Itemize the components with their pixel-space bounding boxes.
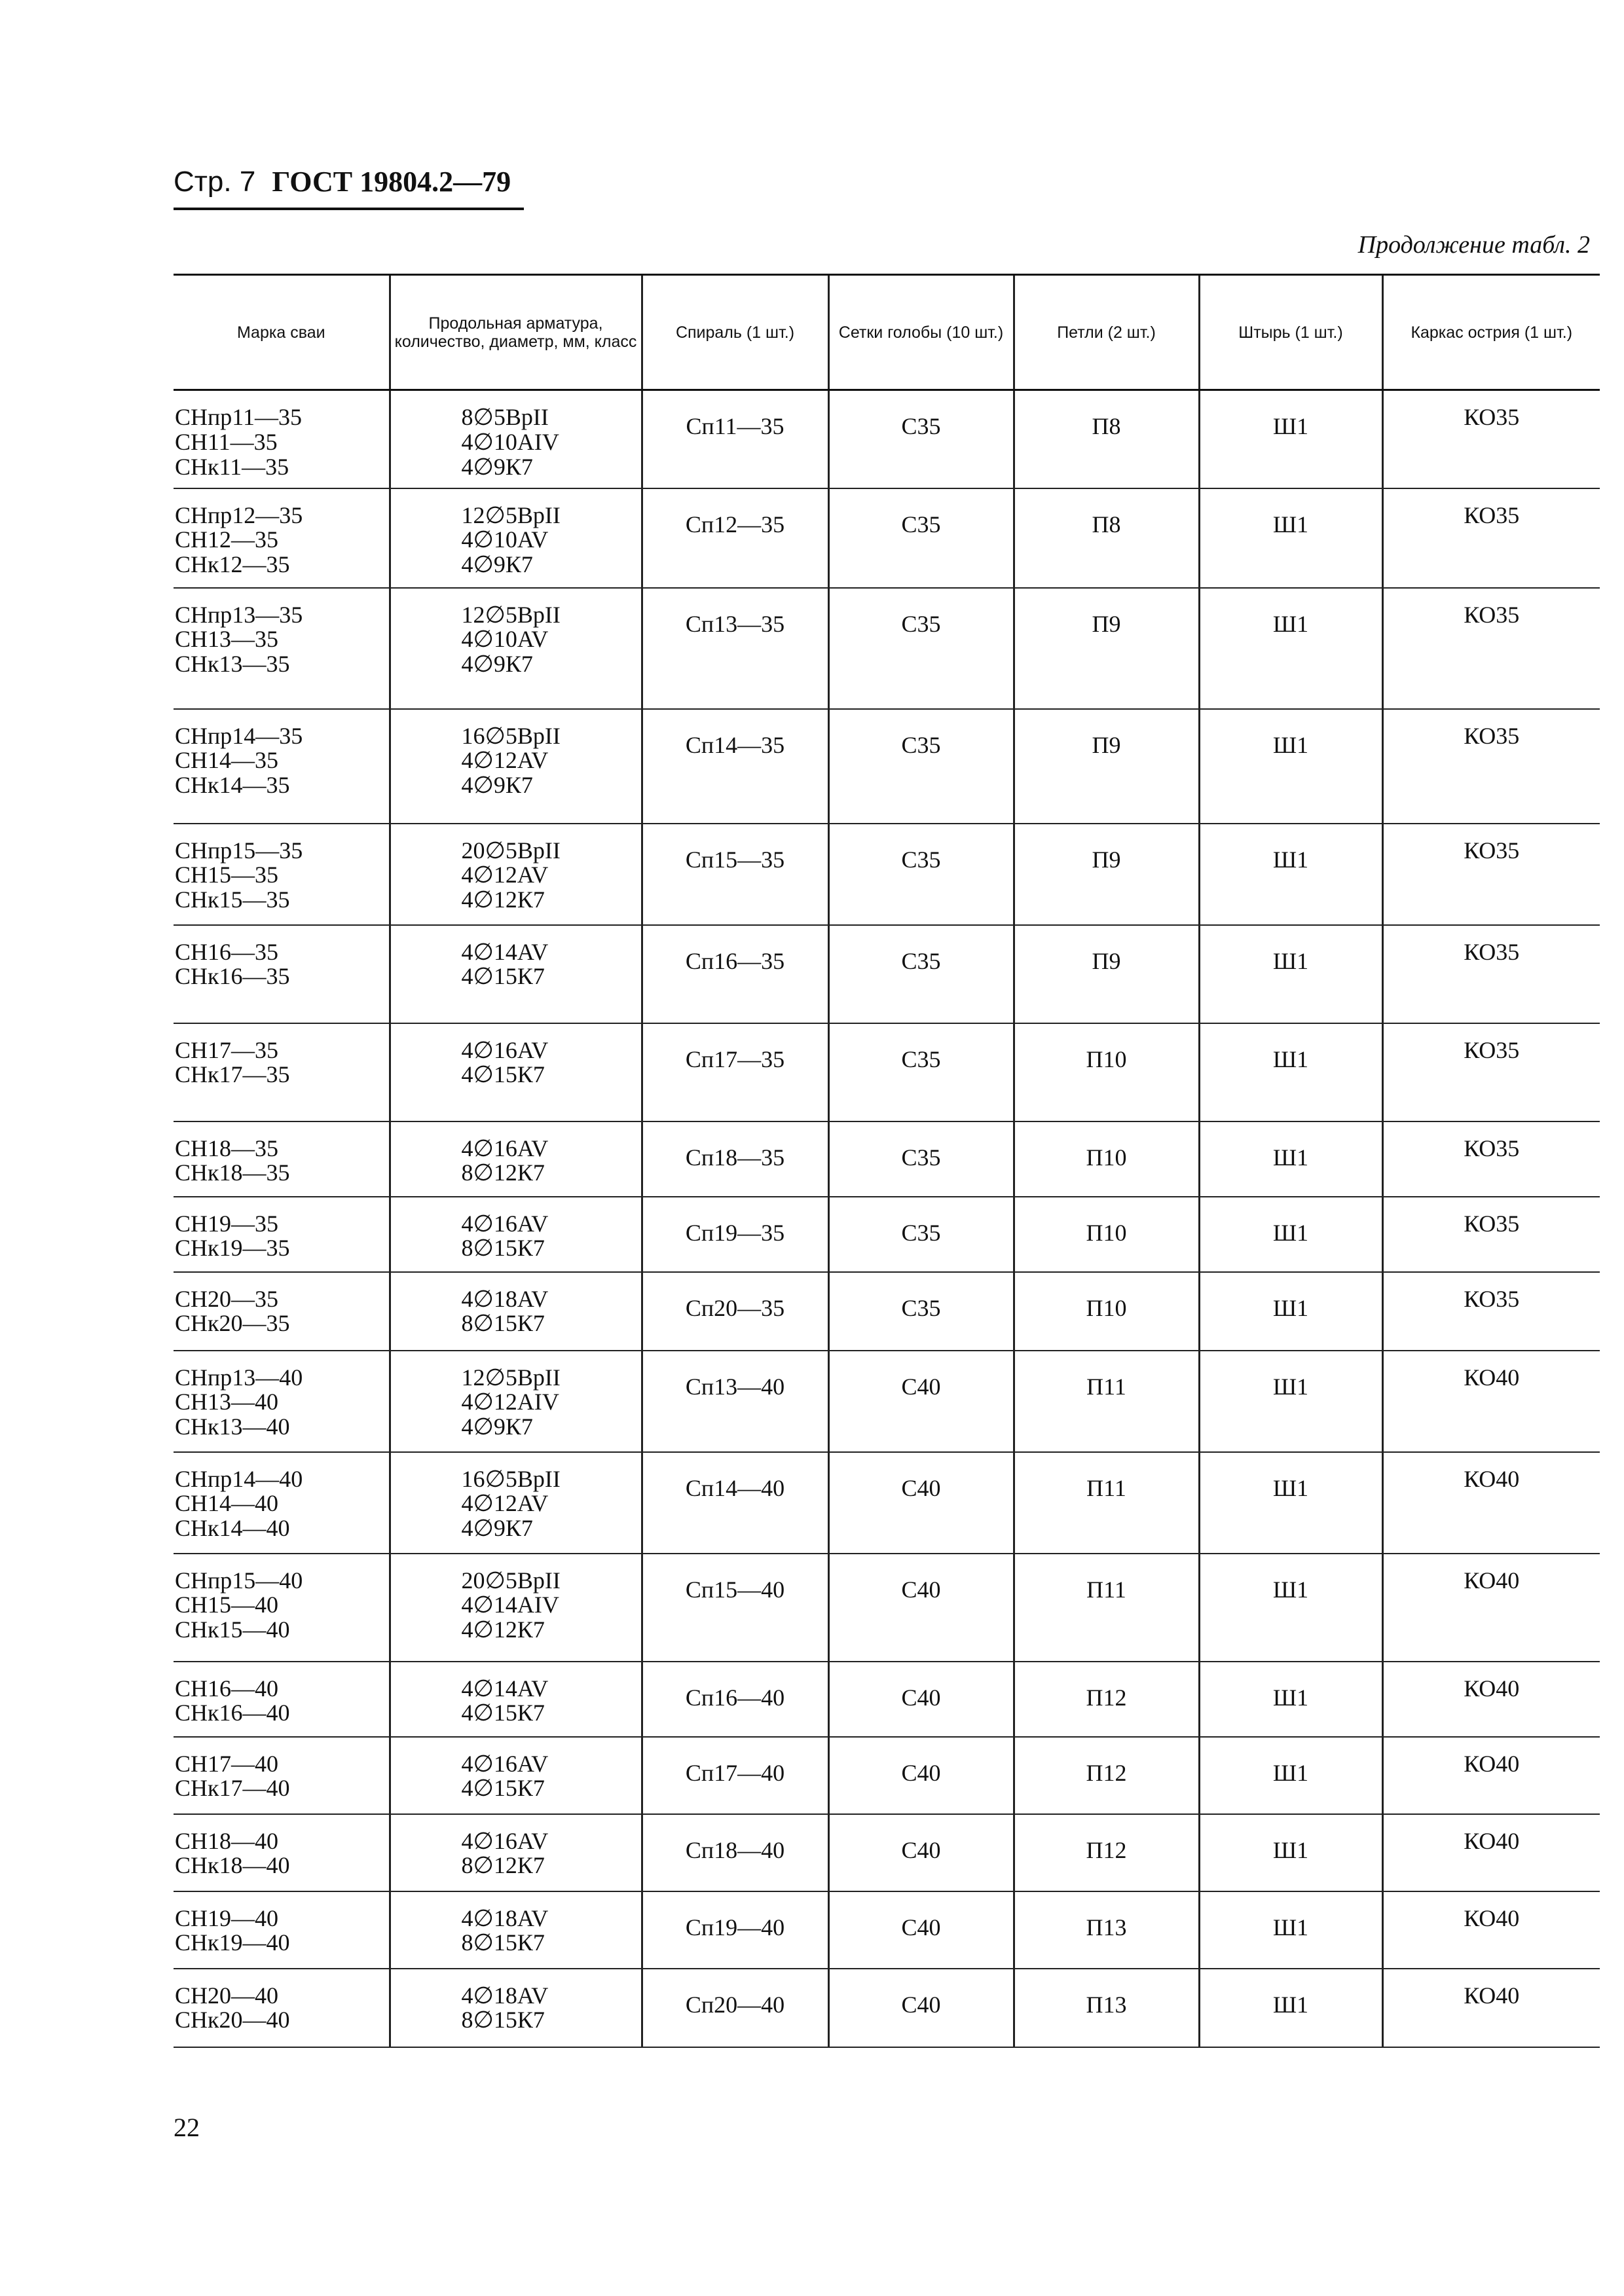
rebar-line: 4∅15К7	[461, 1775, 545, 1802]
pile-mark-line: СН13—40	[175, 1389, 279, 1415]
pile-mark-cell	[174, 1197, 390, 1272]
pile-mark-line: СНпр14—40	[175, 1465, 303, 1492]
pin-cell: Ш1	[1199, 1121, 1382, 1197]
table-row	[174, 1662, 1600, 1737]
loops-cell: П10	[1014, 1272, 1199, 1351]
table-row	[174, 1737, 1600, 1814]
rebar-cell	[390, 925, 642, 1023]
rebar-line: 4∅15К7	[461, 1700, 545, 1726]
mesh-cell: С40	[828, 1662, 1014, 1737]
mesh-cell: С35	[828, 588, 1014, 709]
rebar-line: 12∅5ВрII	[461, 501, 561, 528]
pin-cell: Ш1	[1199, 390, 1382, 488]
table-row	[174, 1351, 1600, 1452]
rebar-line: 4∅10AV	[461, 626, 549, 653]
pile-mark-cell	[174, 1891, 390, 1969]
rebar-line: 4∅14AV	[461, 938, 549, 965]
pile-mark-cell	[174, 925, 390, 1023]
pin-cell: Ш1	[1199, 588, 1382, 709]
frame-cell: КО35	[1382, 709, 1600, 824]
frame-cell: КО40	[1382, 1452, 1600, 1554]
loops-cell: П11	[1014, 1351, 1199, 1452]
table-row	[174, 488, 1600, 588]
pin-cell: Ш1	[1199, 1969, 1382, 2047]
pile-mark-cell	[174, 488, 390, 588]
spiral-cell: Сп18—35	[642, 1121, 828, 1197]
table-row	[174, 1272, 1600, 1351]
mesh-cell: С40	[828, 1737, 1014, 1814]
rebar-line: 4∅9К7	[461, 453, 533, 480]
pile-mark-line: СН19—40	[175, 1904, 279, 1931]
rebar-line: 16∅5ВрII	[461, 1465, 561, 1492]
spiral-cell: Сп15—35	[642, 824, 828, 925]
pile-mark-cell	[174, 1814, 390, 1891]
rebar-line: 8∅15К7	[461, 2007, 545, 2033]
pin-cell: Ш1	[1199, 824, 1382, 925]
reinforcement-table	[174, 274, 1600, 2048]
loops-cell: П9	[1014, 925, 1199, 1023]
rebar-line: 4∅9К7	[461, 551, 533, 578]
spiral-cell: Сп17—35	[642, 1023, 828, 1121]
table-row	[174, 1197, 1600, 1272]
pile-mark-line: СНк14—35	[175, 772, 290, 799]
header-row	[174, 275, 1600, 390]
pin-cell: Ш1	[1199, 1662, 1382, 1737]
frame-cell: КО40	[1382, 1351, 1600, 1452]
table-row	[174, 1121, 1600, 1197]
rebar-line: 4∅9К7	[461, 1413, 533, 1440]
rebar-cell	[390, 1554, 642, 1662]
rebar-line: 8∅5ВрII	[461, 404, 549, 430]
pile-mark-line: СНк20—35	[175, 1310, 290, 1337]
pile-mark-line: СНк13—35	[175, 651, 290, 678]
loops-cell: П13	[1014, 1969, 1199, 2047]
rebar-cell	[390, 1737, 642, 1814]
loops-cell: П8	[1014, 390, 1199, 488]
pile-mark-cell	[174, 1121, 390, 1197]
pile-mark-line: СН12—35	[175, 526, 279, 553]
pile-mark-line: СНк18—40	[175, 1852, 290, 1879]
pile-mark-line: СНк15—35	[175, 886, 290, 913]
pile-mark-line: СНк16—40	[175, 1700, 290, 1726]
rebar-line: 4∅15К7	[461, 1061, 545, 1088]
rebar-line: 4∅12К7	[461, 886, 545, 913]
pin-cell: Ш1	[1199, 488, 1382, 588]
pin-cell: Ш1	[1199, 1351, 1382, 1452]
pile-mark-cell	[174, 1272, 390, 1351]
pile-mark-cell	[174, 1023, 390, 1121]
pile-mark-line: СНк15—40	[175, 1616, 290, 1643]
pile-mark-line: СНк20—40	[175, 2007, 290, 2033]
table-row	[174, 390, 1600, 488]
rebar-line: 4∅14AV	[461, 1675, 549, 1702]
rebar-line: 4∅16AV	[461, 1750, 549, 1777]
column-header-pin: Штырь (1 шт.)	[1199, 275, 1382, 390]
rebar-line: 4∅10AIV	[461, 428, 559, 455]
table-row	[174, 1969, 1600, 2047]
spiral-cell: Сп13—40	[642, 1351, 828, 1452]
pin-cell: Ш1	[1199, 1197, 1382, 1272]
frame-cell: КО40	[1382, 1891, 1600, 1969]
rebar-cell	[390, 1121, 642, 1197]
mesh-cell: С35	[828, 1272, 1014, 1351]
pile-mark-cell	[174, 1351, 390, 1452]
pile-mark-line: СНк17—35	[175, 1061, 290, 1088]
mesh-cell: С40	[828, 1969, 1014, 2047]
column-header-mesh: Сетки голобы (10 шт.)	[828, 275, 1014, 390]
rebar-line: 4∅16AV	[461, 1827, 549, 1854]
loops-cell: П10	[1014, 1197, 1199, 1272]
pile-mark-cell	[174, 1452, 390, 1554]
table-row	[174, 1554, 1600, 1662]
rebar-line: 4∅9К7	[461, 772, 533, 799]
frame-cell: КО35	[1382, 1121, 1600, 1197]
pile-mark-line: СНпр11—35	[175, 404, 302, 430]
frame-cell: КО35	[1382, 488, 1600, 588]
rebar-line: 4∅16AV	[461, 1210, 549, 1237]
rebar-line: 4∅15К7	[461, 963, 545, 990]
rebar-line: 4∅18AV	[461, 1982, 549, 2009]
rebar-line: 16∅5ВрII	[461, 722, 561, 749]
table-row	[174, 1023, 1600, 1121]
pile-mark-cell	[174, 1969, 390, 2047]
loops-cell: П10	[1014, 1121, 1199, 1197]
mesh-cell: С35	[828, 1197, 1014, 1272]
loops-cell: П11	[1014, 1452, 1199, 1554]
pin-cell: Ш1	[1199, 925, 1382, 1023]
pile-mark-line: СН19—35	[175, 1210, 279, 1237]
mesh-cell: С35	[828, 709, 1014, 824]
rebar-line: 8∅12К7	[461, 1159, 545, 1186]
spiral-cell: Сп12—35	[642, 488, 828, 588]
pin-cell: Ш1	[1199, 1452, 1382, 1554]
rebar-line: 4∅18AV	[461, 1285, 549, 1312]
pile-mark-line: СНпр15—40	[175, 1567, 303, 1594]
rebar-line: 4∅16AV	[461, 1135, 549, 1161]
spiral-cell: Сп11—35	[642, 390, 828, 488]
loops-cell: П12	[1014, 1814, 1199, 1891]
loops-cell: П12	[1014, 1737, 1199, 1814]
pile-mark-line: СНк11—35	[175, 453, 289, 480]
mesh-cell: С35	[828, 1121, 1014, 1197]
pile-mark-line: СН13—35	[175, 626, 279, 653]
table-continuation-label: Продолжение табл. 2	[1357, 231, 1590, 259]
mesh-cell: С35	[828, 824, 1014, 925]
frame-cell: КО35	[1382, 588, 1600, 709]
rebar-cell	[390, 1452, 642, 1554]
pile-mark-line: СН20—35	[175, 1285, 279, 1312]
column-header-rebar: Продольная арматура, количество, диаметр, мм, класс	[390, 275, 642, 390]
rebar-line: 4∅9К7	[461, 1515, 533, 1542]
rebar-cell	[390, 1197, 642, 1272]
pile-mark-line: СН17—35	[175, 1036, 279, 1063]
pile-mark-line: СН16—40	[175, 1675, 279, 1702]
rebar-cell	[390, 1891, 642, 1969]
frame-cell: КО40	[1382, 1662, 1600, 1737]
loops-cell: П9	[1014, 588, 1199, 709]
pile-mark-cell	[174, 1554, 390, 1662]
spiral-cell: Сп18—40	[642, 1814, 828, 1891]
spiral-cell: Сп14—40	[642, 1452, 828, 1554]
rebar-line: 8∅15К7	[461, 1310, 545, 1337]
spiral-cell: Сп20—40	[642, 1969, 828, 2047]
frame-cell: КО40	[1382, 1969, 1600, 2047]
pile-mark-line: СНк19—35	[175, 1235, 290, 1262]
table-row	[174, 824, 1600, 925]
rebar-cell	[390, 1814, 642, 1891]
frame-cell: КО35	[1382, 390, 1600, 488]
rebar-cell	[390, 488, 642, 588]
frame-cell: КО35	[1382, 824, 1600, 925]
spiral-cell: Сп16—35	[642, 925, 828, 1023]
mesh-cell: С40	[828, 1554, 1014, 1662]
loops-cell: П13	[1014, 1891, 1199, 1969]
table-header	[174, 275, 1600, 390]
table-row	[174, 1891, 1600, 1969]
rebar-cell	[390, 390, 642, 488]
rebar-line: 8∅15К7	[461, 1235, 545, 1262]
spiral-cell: Сп19—40	[642, 1891, 828, 1969]
frame-cell: КО40	[1382, 1737, 1600, 1814]
page-number: 22	[174, 2113, 200, 2142]
pile-mark-line: СНпр14—35	[175, 722, 303, 749]
pile-mark-cell	[174, 390, 390, 488]
pile-mark-line: СН11—35	[175, 428, 278, 455]
pile-mark-cell	[174, 588, 390, 709]
pin-cell: Ш1	[1199, 1737, 1382, 1814]
spiral-cell: Сп19—35	[642, 1197, 828, 1272]
rebar-cell	[390, 1969, 642, 2047]
frame-cell: КО35	[1382, 1023, 1600, 1121]
rebar-line: 20∅5ВрII	[461, 1567, 561, 1594]
mesh-cell: С35	[828, 390, 1014, 488]
rebar-line: 4∅12К7	[461, 1616, 545, 1643]
rebar-line: 4∅12AV	[461, 862, 549, 888]
pile-mark-line: СНпр13—40	[175, 1364, 303, 1391]
rebar-line: 4∅12AIV	[461, 1389, 559, 1415]
rebar-cell	[390, 1272, 642, 1351]
rebar-line: 4∅16AV	[461, 1036, 549, 1063]
spiral-cell: Сп13—35	[642, 588, 828, 709]
mesh-cell: С35	[828, 925, 1014, 1023]
mesh-cell: С40	[828, 1452, 1014, 1554]
standard-number: ГОСТ 19804.2—79	[272, 166, 511, 198]
mesh-cell: С40	[828, 1891, 1014, 1969]
rebar-line: 20∅5ВрII	[461, 837, 561, 864]
spiral-cell: Сп20—35	[642, 1272, 828, 1351]
pile-mark-cell	[174, 1662, 390, 1737]
pile-mark-line: СН17—40	[175, 1750, 279, 1777]
table-row	[174, 709, 1600, 824]
rebar-cell	[390, 1023, 642, 1121]
table-row	[174, 1814, 1600, 1891]
rebar-line: 4∅18AV	[461, 1904, 549, 1931]
pin-cell: Ш1	[1199, 1272, 1382, 1351]
pile-mark-line: СНк12—35	[175, 551, 290, 578]
rebar-cell	[390, 709, 642, 824]
page-header	[174, 165, 511, 198]
rebar-line: 4∅9К7	[461, 651, 533, 678]
pile-mark-line: СН15—35	[175, 862, 279, 888]
column-header-spiral: Спираль (1 шт.)	[642, 275, 828, 390]
pin-cell: Ш1	[1199, 1023, 1382, 1121]
mesh-cell: С40	[828, 1814, 1014, 1891]
table-row	[174, 1452, 1600, 1554]
rebar-cell	[390, 1662, 642, 1737]
rebar-line: 4∅10AV	[461, 526, 549, 553]
rebar-line: 8∅15К7	[461, 1929, 545, 1956]
pin-cell: Ш1	[1199, 1814, 1382, 1891]
pile-mark-line: СН16—35	[175, 938, 279, 965]
loops-cell: П9	[1014, 824, 1199, 925]
rebar-line: 12∅5ВрII	[461, 601, 561, 628]
column-header-frame: Каркас острия (1 шт.)	[1382, 275, 1600, 390]
table-body	[174, 390, 1600, 2047]
pile-mark-line: СН14—40	[175, 1490, 279, 1517]
loops-cell: П8	[1014, 488, 1199, 588]
spiral-cell: Сп16—40	[642, 1662, 828, 1737]
rebar-line: 12∅5ВрII	[461, 1364, 561, 1391]
pin-cell: Ш1	[1199, 709, 1382, 824]
frame-cell: КО40	[1382, 1814, 1600, 1891]
pile-mark-line: СНпр15—35	[175, 837, 303, 864]
rebar-line: 8∅12К7	[461, 1852, 545, 1879]
pile-mark-cell	[174, 1737, 390, 1814]
rebar-cell	[390, 588, 642, 709]
pile-mark-line: СНк16—35	[175, 963, 290, 990]
frame-cell: КО40	[1382, 1554, 1600, 1662]
pile-mark-line: СНк17—40	[175, 1775, 290, 1802]
mesh-cell: С35	[828, 488, 1014, 588]
mesh-cell: С40	[828, 1351, 1014, 1452]
rebar-line: 4∅14AIV	[461, 1592, 559, 1618]
pile-mark-line: СНк18—35	[175, 1159, 290, 1186]
loops-cell: П12	[1014, 1662, 1199, 1737]
rebar-cell	[390, 824, 642, 925]
pile-mark-line: СН18—40	[175, 1827, 279, 1854]
loops-cell: П11	[1014, 1554, 1199, 1662]
pile-mark-cell	[174, 709, 390, 824]
pile-mark-line: СНк14—40	[175, 1515, 290, 1542]
pin-cell: Ш1	[1199, 1554, 1382, 1662]
table-row	[174, 588, 1600, 709]
page-reference: Стр. 7	[174, 166, 256, 198]
loops-cell: П9	[1014, 709, 1199, 824]
pile-mark-line: СН14—35	[175, 747, 279, 774]
spiral-cell: Сп14—35	[642, 709, 828, 824]
header-rule	[174, 208, 524, 210]
rebar-line: 4∅12AV	[461, 747, 549, 774]
pile-mark-line: СН20—40	[175, 1982, 279, 2009]
column-header-mark: Марка сваи	[174, 275, 390, 390]
pile-mark-line: СНк19—40	[175, 1929, 290, 1956]
column-header-loops: Петли (2 шт.)	[1014, 275, 1199, 390]
frame-cell: КО35	[1382, 1197, 1600, 1272]
loops-cell: П10	[1014, 1023, 1199, 1121]
spiral-cell: Сп15—40	[642, 1554, 828, 1662]
pile-mark-line: СН15—40	[175, 1592, 279, 1618]
pile-mark-line: СНпр12—35	[175, 501, 303, 528]
spiral-cell: Сп17—40	[642, 1737, 828, 1814]
mesh-cell: С35	[828, 1023, 1014, 1121]
frame-cell: КО35	[1382, 1272, 1600, 1351]
table-row	[174, 925, 1600, 1023]
pile-mark-cell	[174, 824, 390, 925]
frame-cell: КО35	[1382, 925, 1600, 1023]
rebar-cell	[390, 1351, 642, 1452]
rebar-line: 4∅12AV	[461, 1490, 549, 1517]
pin-cell: Ш1	[1199, 1891, 1382, 1969]
pile-mark-line: СН18—35	[175, 1135, 279, 1161]
pile-mark-line: СНпр13—35	[175, 601, 303, 628]
pile-mark-line: СНк13—40	[175, 1413, 290, 1440]
